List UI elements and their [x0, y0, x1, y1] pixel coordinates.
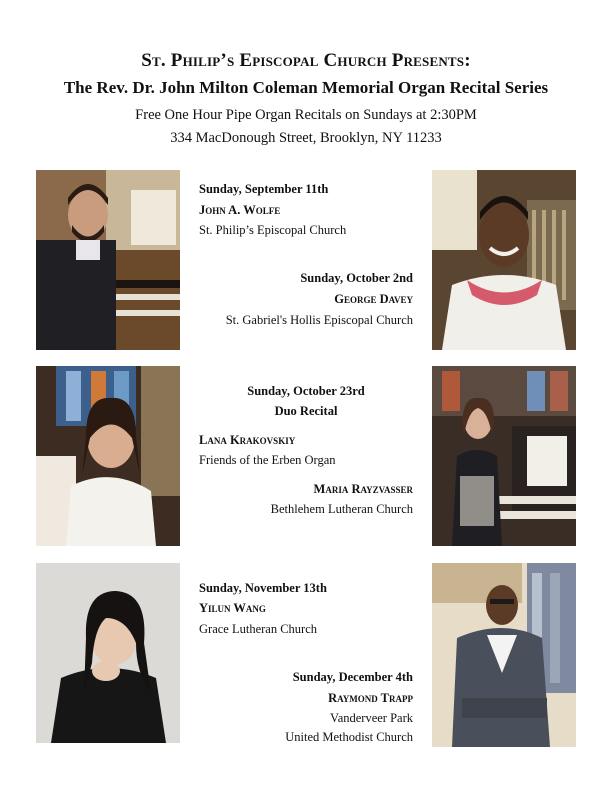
recital-3-subtitle: Duo Recital: [274, 404, 338, 418]
organist-at-console-photo: [36, 170, 180, 350]
address: 334 MacDonough Street, Brooklyn, NY 11233: [170, 130, 442, 146]
recital-3-venue-1: Friends of the Erben Organ: [199, 453, 336, 467]
organist-selfie-photo: [36, 366, 180, 546]
recital-2-date: Sunday, October 2nd: [300, 271, 413, 285]
recital-2-performer: George Davey: [334, 292, 413, 306]
seated-organist-photo: [432, 563, 576, 747]
organist-at-keyboard-photo: [432, 366, 576, 546]
recital-3-performer-2: Maria Rayzvasser: [313, 482, 413, 496]
recital-5-venue-line-1: Vanderveer Park: [330, 711, 413, 725]
recital-1-venue: St. Philip’s Episcopal Church: [199, 223, 347, 237]
recital-4-performer: Yilun Wang: [199, 601, 266, 615]
presenter-heading: St. Philip’s Episcopal Church Presents:: [141, 50, 471, 71]
recital-3-performer-1: Lana Krakovskiy: [199, 433, 296, 447]
organist-in-choir-robe-photo: [432, 170, 576, 350]
tagline: Free One Hour Pipe Organ Recitals on Sundays at 2:30PM: [135, 107, 477, 123]
series-title: The Rev. Dr. John Milton Coleman Memorial Organ Recital Series: [63, 78, 549, 97]
recital-1-performer: John A. Wolfe: [199, 203, 281, 217]
recital-3-venue-2: Bethlehem Lutheran Church: [270, 502, 413, 516]
recital-5-venue-line-2: United Methodist Church: [285, 730, 413, 744]
recital-5-performer: Raymond Trapp: [328, 691, 413, 705]
portrait-photo: [36, 563, 180, 743]
recital-2-venue: St. Gabriel's Hollis Episcopal Church: [225, 313, 413, 327]
recital-5-date: Sunday, December 4th: [292, 670, 413, 684]
recital-3-date: Sunday, October 23rd: [247, 384, 365, 398]
recital-1-date: Sunday, September 11th: [199, 182, 329, 196]
recital-4-date: Sunday, November 13th: [199, 581, 327, 595]
recital-4-venue: Grace Lutheran Church: [199, 622, 317, 636]
